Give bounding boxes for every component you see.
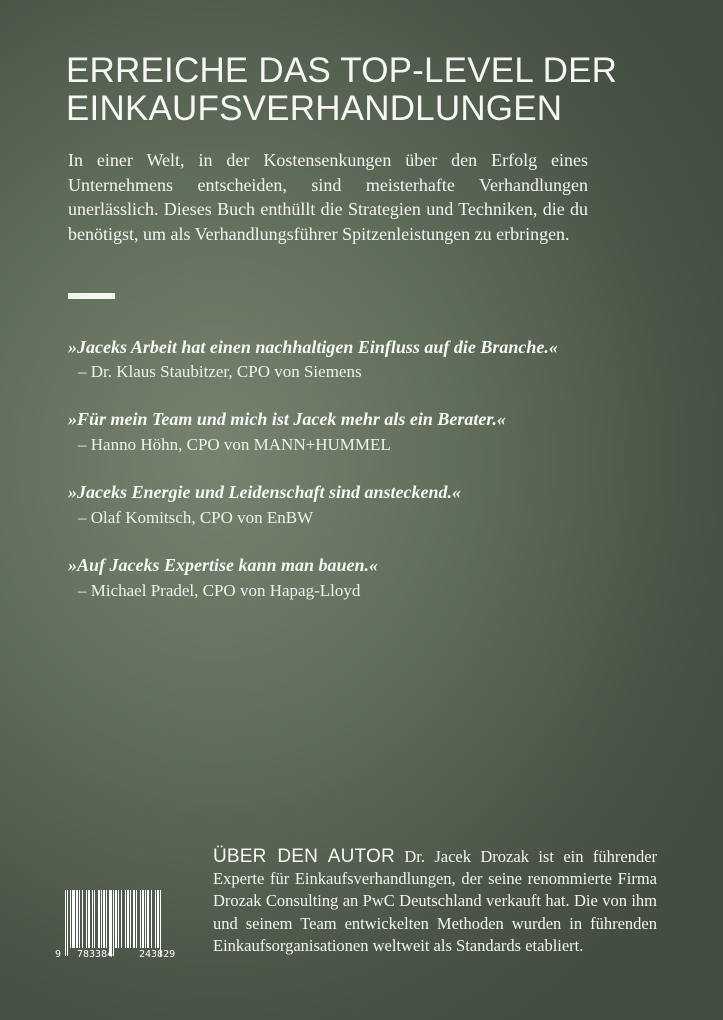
testimonial-attribution: – Olaf Komitsch, CPO von EnBW <box>78 508 314 527</box>
testimonial-quote: »Jaceks Arbeit hat einen nachhaltigen Einfluss auf die Branche.« <box>68 337 558 357</box>
barcode-bar <box>98 890 100 948</box>
barcode-bar <box>118 890 119 948</box>
barcode-bar <box>155 890 156 948</box>
headline: ERREICHE DAS TOP-LEVEL DER EINKAUFSVERHANDLUNGEN <box>66 51 618 128</box>
barcode-bar <box>79 890 80 948</box>
barcode-bar <box>92 890 93 948</box>
about-author-section <box>213 846 657 957</box>
barcode-digit-prefix: 9 <box>55 949 62 960</box>
about-author-text: Dr. Jacek Drozak ist ein führender Experte für Einkaufsverhandlungen, der seine renommierte Firma Drozak Consulting an PwC Deutschland verkauft hat. Die von ihm und seinem Team entwickelten Methoden wurden in führenden Einkaufsorganisationen weltweit als Standards etabliert. <box>213 847 658 955</box>
barcode-bar <box>67 890 68 956</box>
intro-paragraph: In einer Welt, in der Kostensenkungen über den Erfolg eines Unternehmens entscheiden, sind meisterhafte Verhandlungen unerlässlich. Dieses Buch enthüllt die Strategien und Techniken, die du benötigst, um als Verhandlungsführer Spitzenleistungen zu erbringen. <box>68 150 588 244</box>
barcode-digit-group-2: 243829 <box>139 949 176 960</box>
barcode-bar <box>136 890 137 948</box>
barcode-bar <box>82 890 83 948</box>
barcode-bar <box>65 890 66 956</box>
barcode-bar <box>113 890 114 956</box>
isbn-barcode <box>55 890 193 964</box>
barcode-bar <box>76 890 78 948</box>
barcode-bar <box>142 890 144 948</box>
barcode-bar <box>133 890 135 948</box>
testimonial-quote: »Auf Jaceks Expertise kann man bauen.« <box>68 555 379 575</box>
barcode-bar <box>115 890 117 948</box>
testimonial-quote: »Jaceks Energie und Leidenschaft sind ansteckend.« <box>68 482 462 502</box>
barcode-bar <box>94 890 95 948</box>
barcode-bar <box>109 890 112 956</box>
barcode-bar <box>157 890 159 948</box>
barcode-bar <box>86 890 87 948</box>
barcode-digit-group-1: 783384 <box>77 949 114 960</box>
barcode-bar <box>106 890 107 948</box>
divider-bar <box>68 293 115 299</box>
barcode-bar <box>121 890 122 948</box>
barcode-bar <box>70 890 71 948</box>
testimonial-quote: »Für mein Team und mich ist Jacek mehr als ein Berater.« <box>68 409 506 429</box>
barcode-bar <box>140 890 141 948</box>
barcode-bar <box>88 890 90 948</box>
barcode-bar <box>72 890 75 948</box>
barcode-bar <box>151 890 152 948</box>
barcode-bar <box>103 890 105 948</box>
barcode-bar <box>147 890 149 948</box>
barcode-bar <box>145 890 146 948</box>
testimonial-attribution: – Dr. Klaus Staubitzer, CPO von Siemens <box>78 362 362 381</box>
barcode-bar <box>160 890 161 956</box>
testimonial-attribution: – Michael Pradel, CPO von Hapag-Lloyd <box>78 581 361 600</box>
testimonial-attribution: – Hanno Höhn, CPO von MANN+HUMMEL <box>78 435 391 454</box>
barcode-bar <box>130 890 131 948</box>
barcode-bar <box>127 890 129 948</box>
barcode-digits <box>55 948 193 962</box>
about-author-heading: ÜBER DEN AUTOR <box>213 846 395 867</box>
barcode-bar <box>125 890 126 948</box>
barcode-bar <box>101 890 102 948</box>
